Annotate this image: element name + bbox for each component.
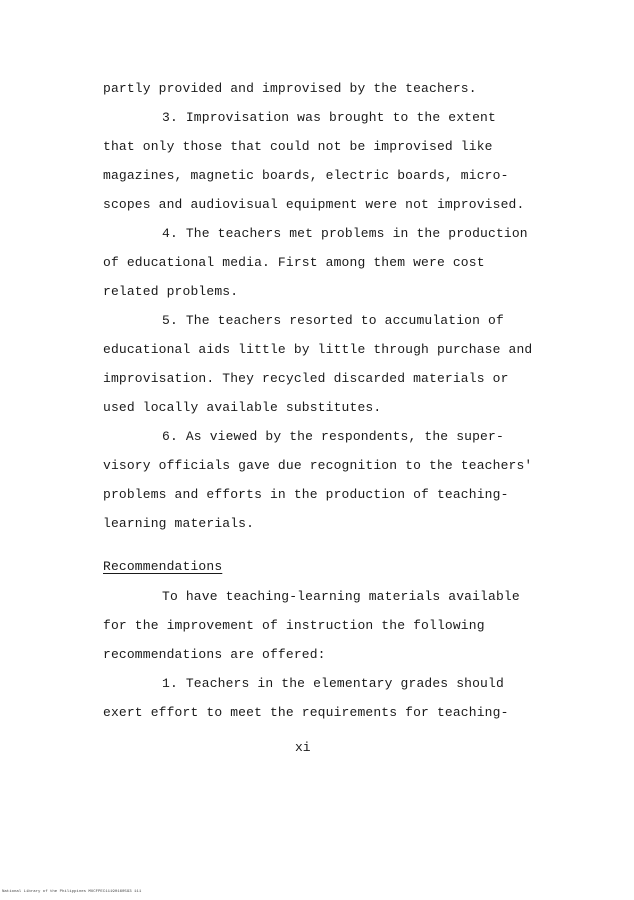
body-line: used locally available substitutes. <box>103 400 382 415</box>
body-line: 3. Improvisation was brought to the extent <box>162 110 496 125</box>
recommendation-line: exert effort to meet the requirements for teaching- <box>103 705 509 720</box>
body-line: 5. The teachers resorted to accumulation of <box>162 313 504 328</box>
body-line: problems and efforts in the production of teaching- <box>103 487 509 502</box>
body-line: partly provided and improvised by the teachers. <box>103 81 477 96</box>
recommendation-line: 1. Teachers in the elementary grades should <box>162 676 504 691</box>
body-line: magazines, magnetic boards, electric boards, micro- <box>103 168 509 183</box>
body-line: educational aids little by little through purchase and <box>103 342 533 357</box>
body-line: of educational media. First among them were cost <box>103 255 485 270</box>
recommendation-line: To have teaching-learning materials available <box>162 589 520 604</box>
body-line: learning materials. <box>103 516 255 531</box>
body-line: 4. The teachers met problems in the production <box>162 226 528 241</box>
section-heading: Recommendations <box>103 559 223 574</box>
page-number: xi <box>295 740 311 755</box>
body-line: related problems. <box>103 284 239 299</box>
recommendation-line: for the improvement of instruction the following <box>103 618 485 633</box>
body-line: scopes and audiovisual equipment were not improvised. <box>103 197 525 212</box>
body-line: that only those that could not be improvised like <box>103 139 493 154</box>
body-line: visory officials gave due recognition to the teachers' <box>103 458 533 473</box>
recommendation-line: recommendations are offered: <box>103 647 326 662</box>
body-line: 6. As viewed by the respondents, the super- <box>162 429 504 444</box>
footer-text: National Library of the Philippines MUCFPEC11190160593 111 <box>2 890 142 894</box>
body-line: improvisation. They recycled discarded materials or <box>103 371 509 386</box>
